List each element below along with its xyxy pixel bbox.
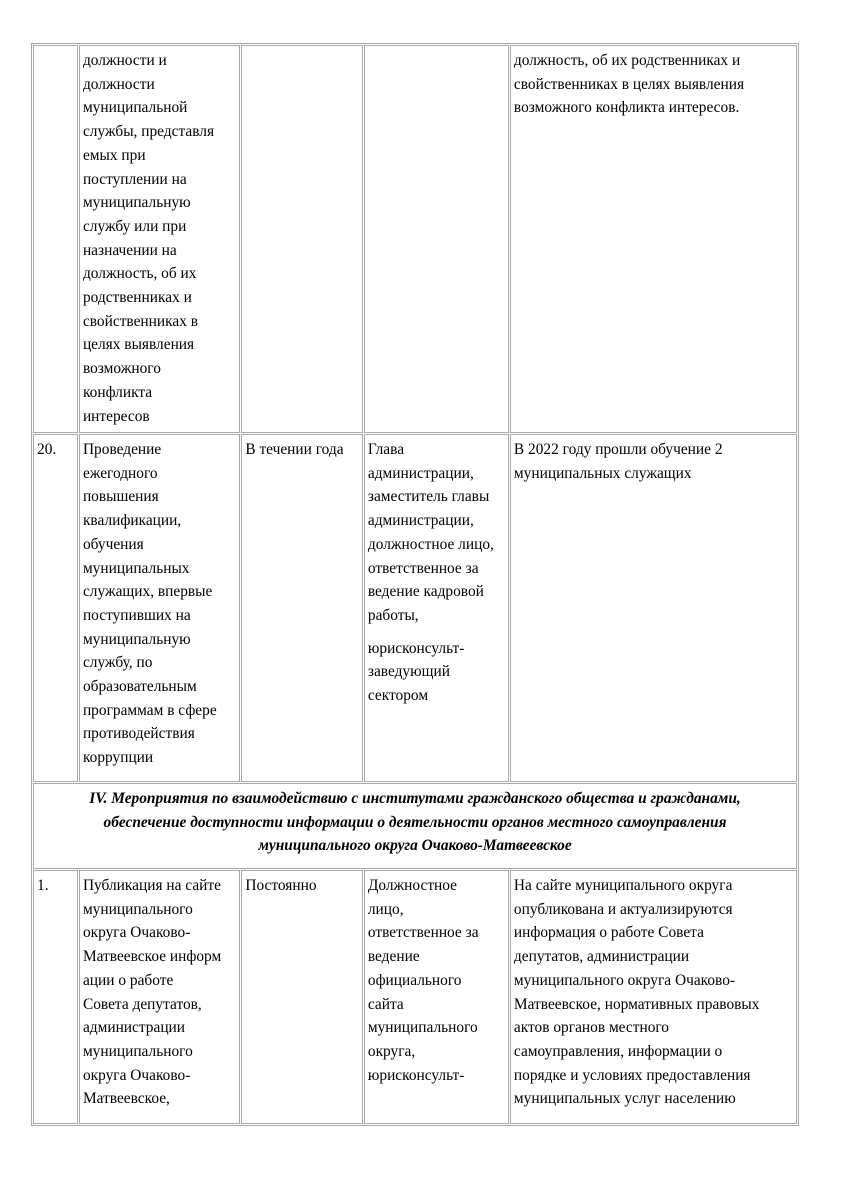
measures-table (31, 43, 799, 1126)
cell-responsible: Глава администрации, заместитель главы администрации, должностное лицо, ответственное за ведение кадровой работы, юрисконсульт- заведующий сектором (364, 434, 509, 782)
cell-result: На сайте муниципального округа опубликована и актуализируются информация о работе Совета депутатов, администрации муниципального округа Очаково- Матвеевское, нормативных правовых актов органов местного самоуправления, информации о порядке и условиях предоставления муниципальных услуг населению (510, 870, 797, 1124)
cell-number: 20. (33, 434, 78, 782)
section-heading: IV. Мероприятия по взаимодействию с институтами гражданского общества и гражданами, обеспечение доступности информации о деятельности органов местного самоуправления муниципального округа Очаково-Матвеевское (33, 783, 797, 869)
cell-measure: Проведение ежегодного повышения квалификации, обучения муниципальных служащих, впервые поступивших на муниципальную службу, по образовательным программам в сфере противодействия коррупции (79, 434, 240, 782)
cell-result: должность, об их родственниках и свойственниках в целях выявления возможного конфликта интересов. (510, 45, 797, 433)
cell-term: В течении года (241, 434, 363, 782)
cell-measure: Публикация на сайте муниципального округа Очаково- Матвеевское информ ации о работе Совета депутатов, администрации муниципального округа Очаково- Матвеевское, (79, 870, 240, 1124)
table-row-1 (33, 870, 797, 1124)
cell-term (241, 45, 363, 433)
section-header-row (33, 783, 797, 869)
cell-responsible: Должностное лицо, ответственное за ведение официального сайта муниципального округа, юрисконсульт- (364, 870, 509, 1124)
cell-result: В 2022 году прошли обучение 2 муниципальных служащих (510, 434, 797, 782)
table-row-20 (33, 434, 797, 782)
cell-number (33, 45, 78, 433)
cell-number: 1. (33, 870, 78, 1124)
cell-term: Постоянно (241, 870, 363, 1124)
table-row-continuation (33, 45, 797, 433)
cell-measure: должности и должности муниципальной службы, представля емых при поступлении на муниципальную службу или при назначении на должность, об их родственниках и свойственниках в целях выявления возможного конфликта интересов (79, 45, 240, 433)
cell-responsible (364, 45, 509, 433)
